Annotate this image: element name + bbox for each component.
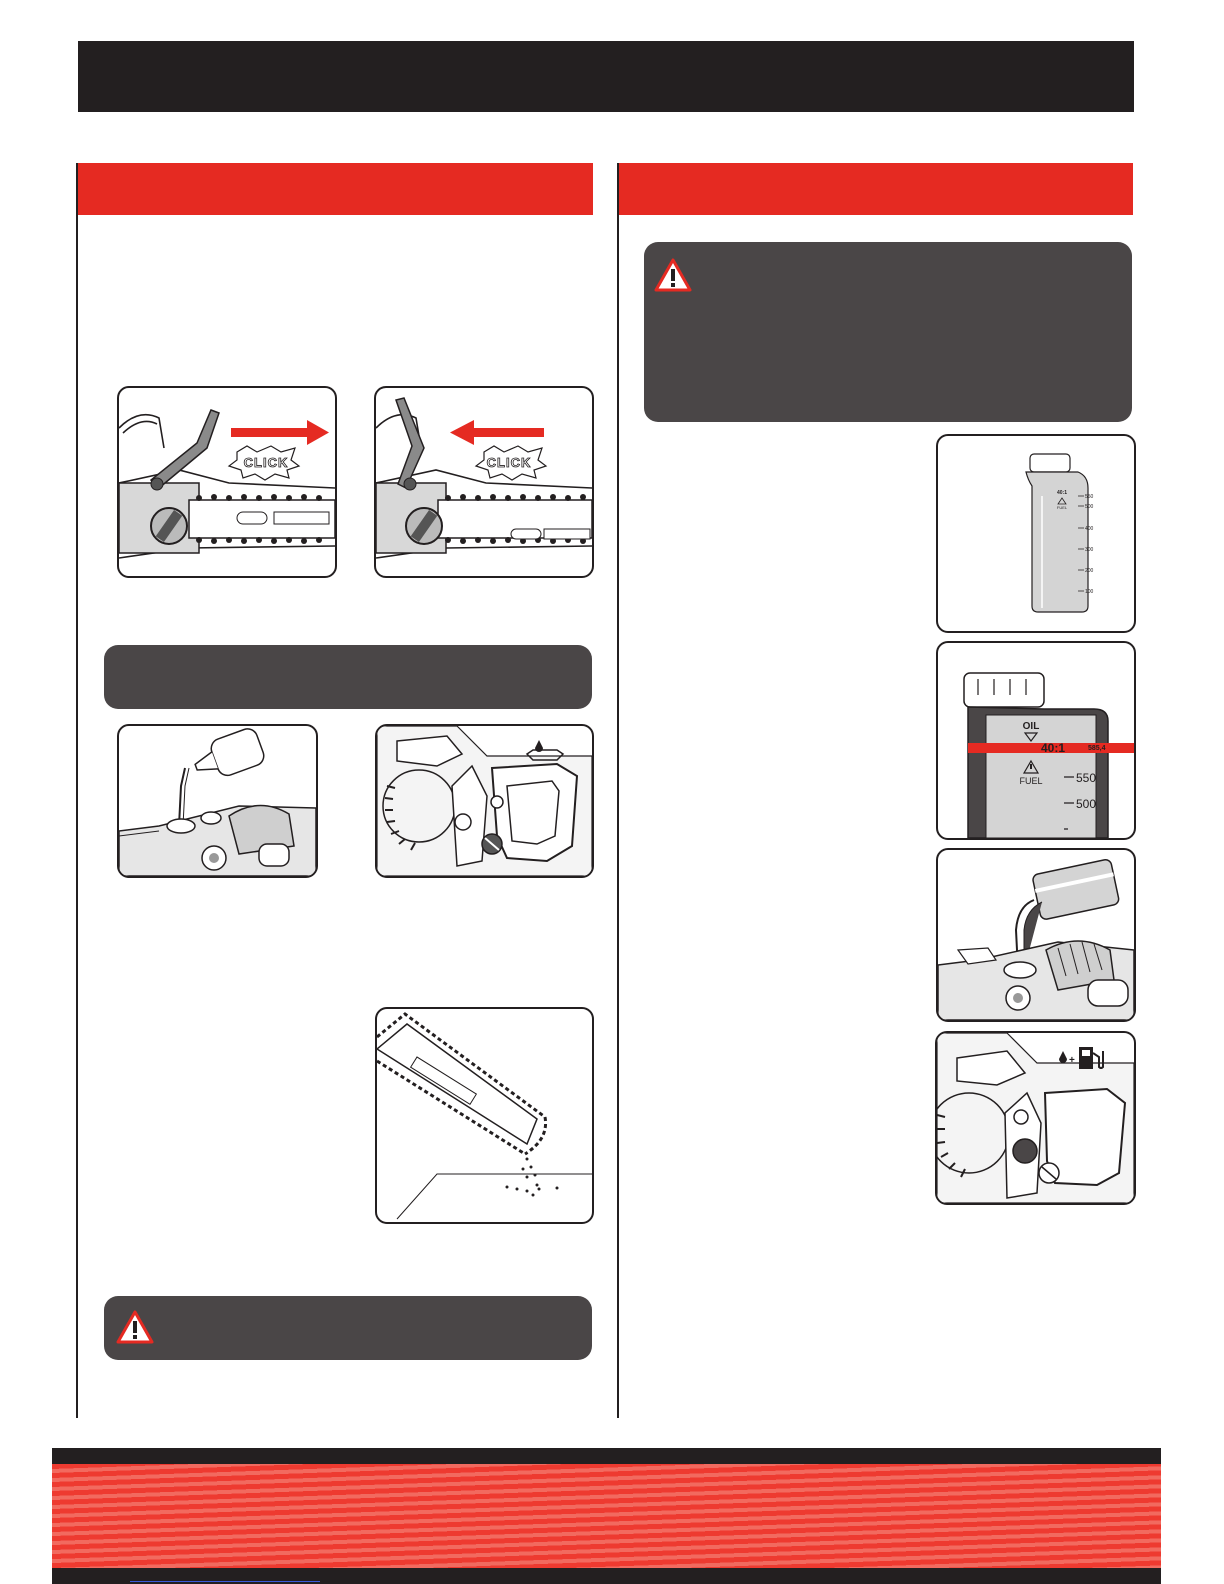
arrow-left-icon [450,420,544,445]
svg-text:100: 100 [1085,589,1094,595]
footer-stripes [52,1464,1161,1568]
fuel-label-small: FUEL [1056,505,1068,510]
click-label-2: CLICK [486,455,532,470]
svg-text:550: 550 [1085,494,1094,500]
ratio-label: 40:1 [1040,741,1066,755]
svg-text:585,4: 585,4 [1088,745,1106,752]
bar-oil-filling-illustration [117,724,318,878]
svg-text:550: 550 [1076,771,1097,785]
svg-text:300: 300 [1085,547,1094,553]
arrow-right-icon [231,420,329,445]
svg-text:200: 200 [1085,568,1094,574]
svg-text:500: 500 [1085,504,1094,510]
left-info-box [104,645,592,709]
oil-cap-location-illustration [375,724,594,878]
oil-label: OIL [1022,721,1040,732]
mix-ratio-mark: 40:1 [1056,490,1068,496]
page-footer [52,1448,1161,1584]
chain-lubrication-test-illustration [375,1007,594,1224]
footer-link[interactable] [130,1575,320,1582]
fuel-pump-icon [1079,1047,1103,1069]
warning-triangle-icon [116,1310,154,1344]
svg-text:400: 400 [1085,526,1094,532]
right-section-header [619,163,1133,215]
chain-brake-engaged-illustration [117,386,337,578]
chain-brake-released-illustration [374,386,594,578]
fuel-mix-bottle-closeup-illustration [936,641,1136,840]
left-section-header [78,163,593,215]
left-column-rule [76,163,78,1418]
left-warning-box [104,1296,592,1360]
svg-text:500: 500 [1076,797,1097,811]
center-column-rule [617,163,619,1418]
right-warning-box [644,242,1132,422]
svg-text:+: + [1069,1055,1075,1066]
fuel-label: FUEL [1019,776,1043,786]
warning-triangle-icon [654,258,692,292]
fuel-cap-location-illustration [935,1031,1136,1205]
fuel-mix-bottle-illustration [936,434,1136,633]
page-title-bar [78,41,1134,112]
fuel-filling-illustration [936,848,1136,1022]
click-label-1: CLICK [243,455,289,470]
